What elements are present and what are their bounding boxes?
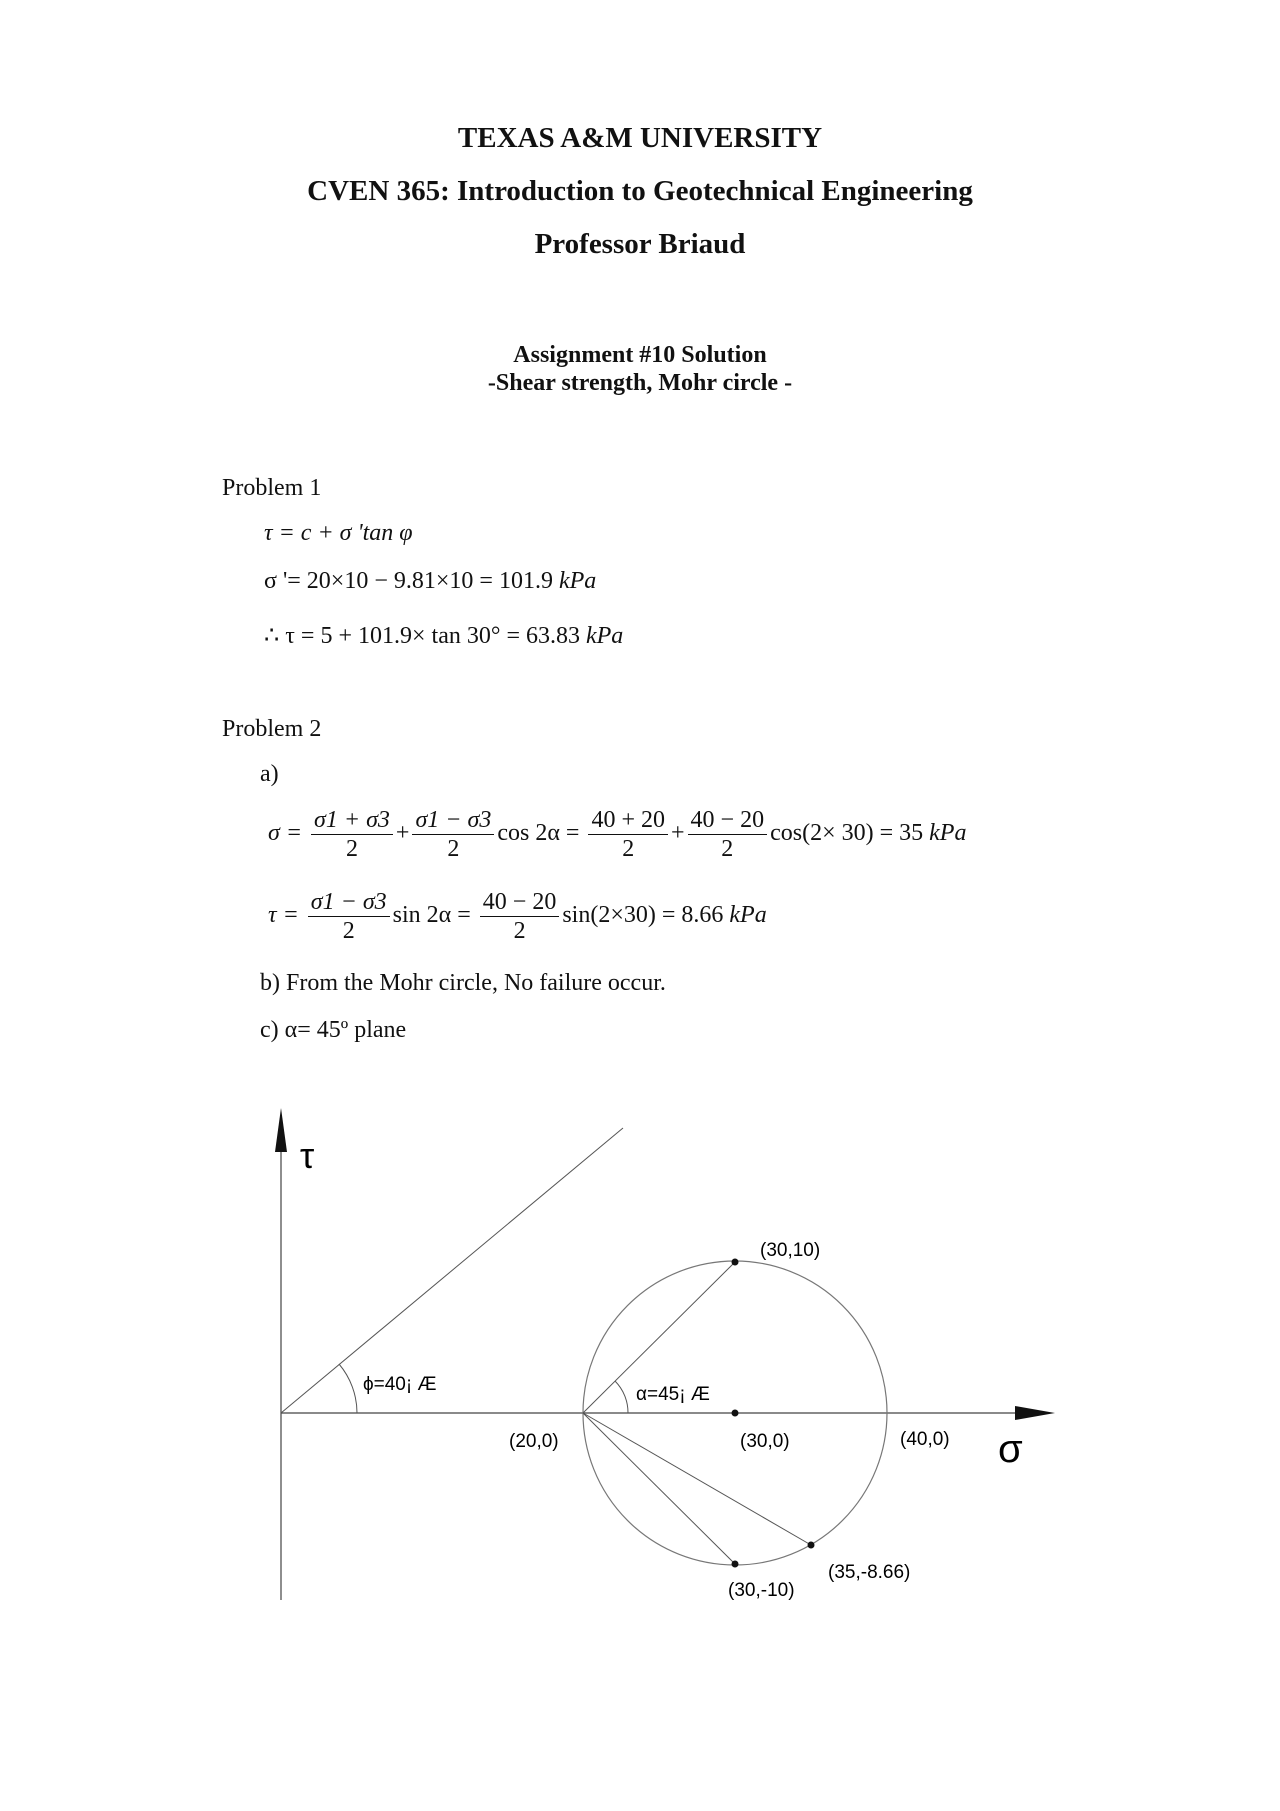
label-30-m10: (30,-10) bbox=[728, 1580, 795, 1601]
p2-part-a-label: a) bbox=[260, 761, 279, 787]
point-30-0 bbox=[732, 1410, 739, 1417]
alpha-angle-arc bbox=[615, 1381, 628, 1413]
point-35-m866 bbox=[808, 1542, 815, 1549]
phi-angle-label: ϕ=40¡ Æ bbox=[363, 1374, 437, 1395]
p1-equation-1: τ = c + σ 'tan φ bbox=[264, 520, 413, 546]
point-30-10 bbox=[732, 1259, 739, 1266]
p2-part-b: b) From the Mohr circle, No failure occur. bbox=[260, 970, 666, 996]
p1-equation-2: σ '= 20×10 − 9.81×10 = 101.9 kPa bbox=[264, 568, 597, 594]
chord-to-30-m10 bbox=[583, 1413, 735, 1564]
label-30-10: (30,10) bbox=[760, 1240, 821, 1261]
label-40-0: (40,0) bbox=[900, 1429, 950, 1450]
label-20-0: (20,0) bbox=[509, 1431, 559, 1452]
assignment-title: Assignment #10 Solution bbox=[513, 342, 767, 368]
sigma-axis-label: σ bbox=[998, 1427, 1023, 1471]
tau-axis-label: τ bbox=[300, 1135, 315, 1176]
p2-part-c: c) α= 45º plane bbox=[260, 1017, 407, 1043]
university-title: TEXAS A&M UNIVERSITY bbox=[457, 122, 823, 154]
phi-angle-arc bbox=[339, 1364, 357, 1413]
assignment-subtitle: -Shear strength, Mohr circle - bbox=[487, 370, 793, 396]
failure-envelope-line bbox=[281, 1128, 623, 1413]
label-35-m866: (35,-8.66) bbox=[828, 1562, 911, 1583]
point-30-m10 bbox=[732, 1561, 739, 1568]
problem-2-heading: Problem 2 bbox=[222, 716, 322, 742]
p1-equation-3: ∴ τ = 5 + 101.9× tan 30° = 63.83 kPa bbox=[264, 623, 624, 649]
label-30-0: (30,0) bbox=[740, 1431, 790, 1452]
professor-name: Professor Briaud bbox=[534, 228, 746, 260]
alpha-angle-label: α=45¡ Æ bbox=[636, 1384, 710, 1405]
p2-sigma-equation: σ = $\frac{\sigma 1 + \sigma 3}{2}$ + $\frac{\sigma 1 - \sigma 3}{2}$ cos 2α = $\frac{40 + 20}{2}$ + $\frac{40 - 20}{2}$ cos(2× 30) = 35 kPa bbox=[268, 807, 967, 862]
sigma-axis-arrow bbox=[1015, 1406, 1055, 1420]
p2-tau-equation: τ = $\frac{\sigma 1 - \sigma 3}{2}$ sin 2α = $\frac{40 - 20}{2}$ sin(2×30) = 8.66 kPa bbox=[268, 889, 767, 944]
problem-1-heading: Problem 1 bbox=[222, 475, 322, 501]
tau-axis-arrow bbox=[275, 1108, 287, 1152]
course-title: CVEN 365: Introduction to Geotechnical Engineering bbox=[307, 175, 973, 207]
